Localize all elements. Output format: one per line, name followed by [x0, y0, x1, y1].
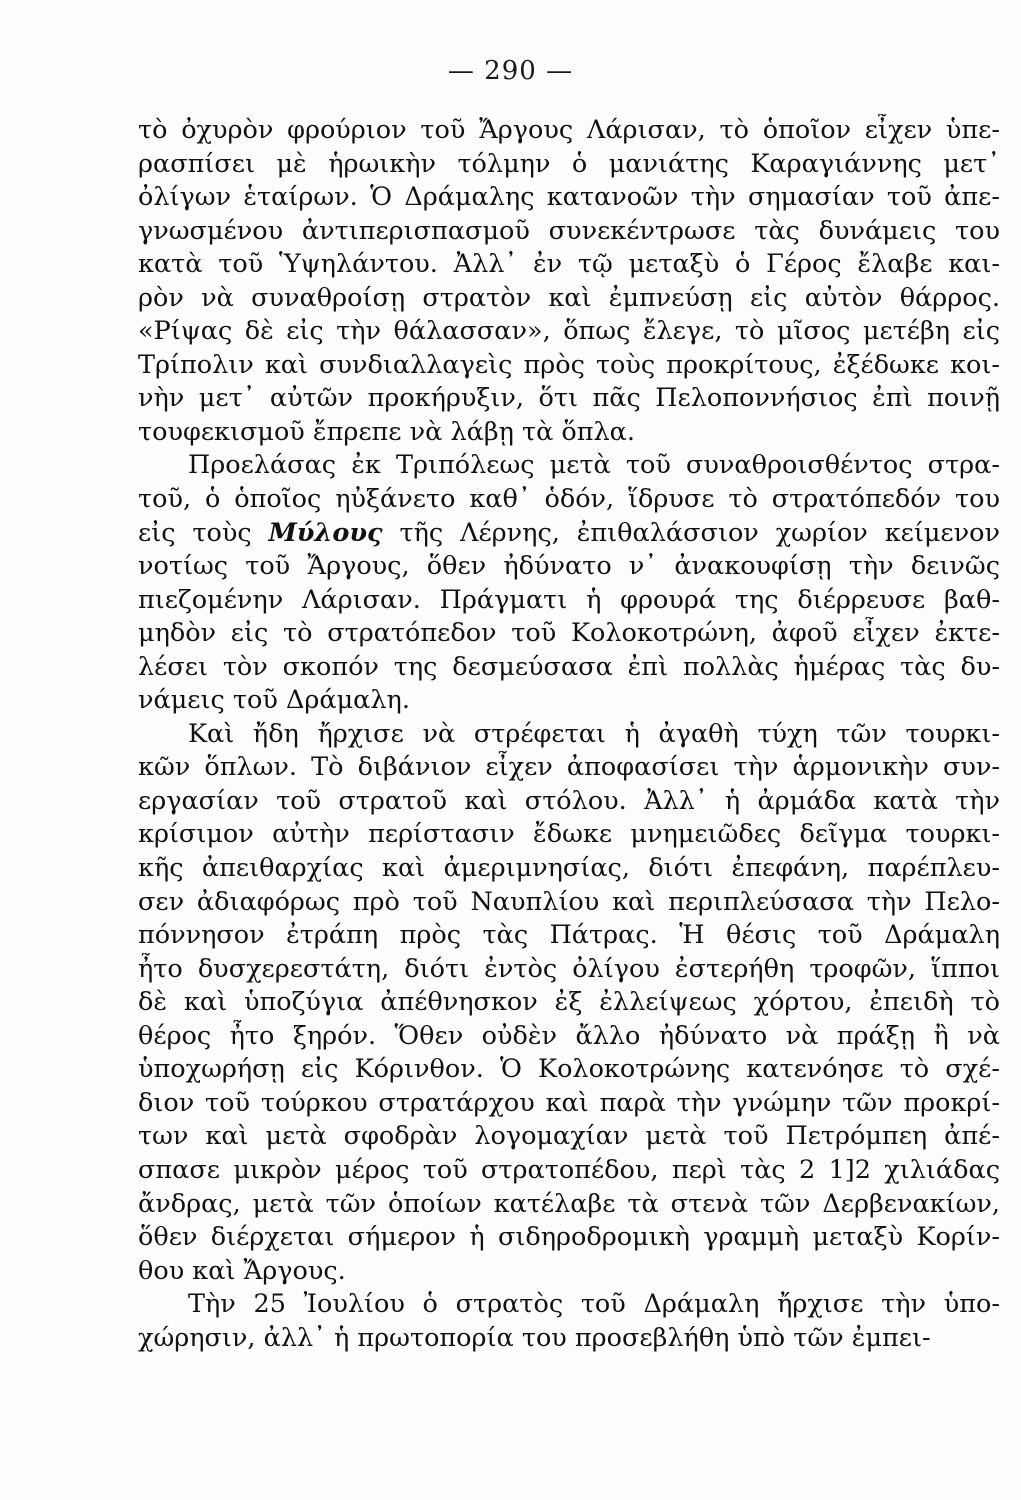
- text-line: ὑποχωρήσῃ εἰς Κόρινθον. Ὁ Κολοκοτρώνης κατενόησε τὸ σχέ-: [138, 1054, 1000, 1085]
- text-line: μηδὸν εἰς τὸ στρατόπεδον τοῦ Κολοκοτρώνη, ἀφοῦ εἶχεν ἐκτε-: [138, 618, 1000, 649]
- text-line: λέσει τὸν σκοπόν της δεσμεύσασα ἐπὶ πολλὰς ἡμέρας τὰς δυ-: [138, 651, 1000, 682]
- paragraph: [138, 114, 1000, 449]
- text-line: ὀλίγων ἑταίρων. Ὁ Δράμαλης κατανοῶν τὴν σημασίαν τοῦ ἀπε-: [138, 182, 1000, 213]
- emphasized-word: Μύλους: [268, 517, 383, 548]
- text-line: «Ρίψας δὲ εἰς τὴν θάλασσαν», ὅπως ἔλεγε, τὸ μῖσος μετέβη εἰς: [138, 316, 1000, 347]
- text-line: χώρησιν, ἀλλ᾽ ἡ πρωτοπορία του προσεβλήθη ὑπὸ τῶν ἐμπει-: [138, 1322, 931, 1353]
- text-line: σπασε μικρὸν μέρος τοῦ στρατοπέδου, περὶ τὰς 2 1]2 χιλιάδας: [138, 1154, 1000, 1185]
- text-line: ὅθεν διέρχεται σήμερον ἡ σιδηροδρομικὴ γραμμὴ μεταξὺ Κορίν-: [138, 1222, 1000, 1253]
- text-line: πόννησον ἐτράπη πρὸς τὰς Πάτρας. Ἡ θέσις τοῦ Δράμαλη: [138, 920, 1000, 951]
- text-line: γνωσμένου ἀντιπερισπασμοῦ συνεκέντρωσε τὰς δυνάμεις του: [138, 215, 1000, 246]
- paragraph: [138, 449, 1000, 717]
- text-line: ἦτο δυσχερεστάτη, διότι ἐντὸς ὀλίγου ἐστερήθη τροφῶν, ἵπποι: [138, 953, 1000, 984]
- text-line: νάμεις τοῦ Δράμαλη.: [138, 685, 410, 716]
- text-line: ρασπίσει μὲ ἡρωικὴν τόλμην ὁ μανιάτης Καραγιάννης μετ᾽: [138, 148, 1000, 179]
- text-line: θέρος ἦτο ξηρόν. Ὅθεν οὐδὲν ἄλλο ἠδύνατο νὰ πράξῃ ἢ νὰ: [138, 1020, 1000, 1051]
- text-line: πιεζομένην Λάρισαν. Πράγματι ἡ φρουρά της διέρρευσε βαθ-: [138, 584, 1000, 615]
- text-line: εἰς τοὺς Μύλους τῆς Λέρνης, ἐπιθαλάσσιον χωρίον κείμενον: [138, 517, 1000, 548]
- page-number: — 290 —: [447, 56, 574, 86]
- text-line: ρὸν νὰ συναθροίσῃ στρατὸν καὶ ἐμπνεύσῃ εἰς αὐτὸν θάρρος.: [138, 282, 1000, 313]
- text-line: Προελάσας ἐκ Τριπόλεως μετὰ τοῦ συναθροισθέντος στρα-: [188, 450, 1000, 481]
- text-line: τοῦ, ὁ ὁποῖος ηὐξάνετο καθ᾽ ὁδόν, ἵδρυσε τὸ στρατόπεδόν του: [138, 484, 1000, 515]
- text-line: κρίσιμον αὐτὴν περίστασιν ἔδωκε μνημειῶδες δεῖγμα τουρκι-: [138, 819, 1000, 850]
- text-line: νοτίως τοῦ Ἄργους, ὅθεν ἠδύνατο ν᾽ ἀνακουφίσῃ τὴν δεινῶς: [138, 551, 1000, 582]
- text-line: κατὰ τοῦ Ὑψηλάντου. Ἀλλ᾽ ἐν τῷ μεταξὺ ὁ Γέρος ἔλαβε και-: [138, 249, 1000, 280]
- text-line: νὴν μετ᾽ αὐτῶν προκήρυξιν, ὅτι πᾶς Πελοποννήσιος ἐπὶ ποινῇ: [138, 383, 1000, 414]
- paragraph: [138, 718, 1000, 1288]
- text-line: δὲ καὶ ὑποζύγια ἀπέθνησκον ἐξ ἐλλείψεως χόρτου, ἐπειδὴ τὸ: [138, 987, 1000, 1018]
- text-line: Τρίπολιν καὶ συνδιαλλαγεὶς πρὸς τοὺς προκρίτους, ἐξέδωκε κοι-: [138, 349, 1000, 380]
- text-line: διον τοῦ τούρκου στρατάρχου καὶ παρὰ τὴν γνώμην τῶν προκρί-: [138, 1087, 1000, 1118]
- paragraph: [138, 1288, 1000, 1355]
- text-line: τουφεκισμοῦ ἔπρεπε νὰ λάβῃ τὰ ὅπλα.: [138, 416, 635, 447]
- text-line: κῶν ὅπλων. Τὸ διβάνιον εἶχεν ἀποφασίσει τὴν ἁρμονικὴν συν-: [138, 752, 1000, 783]
- body-text: [138, 114, 1000, 1355]
- text-line: τὸ ὀχυρὸν φρούριον τοῦ Ἄργους Λάρισαν, τὸ ὁποῖον εἶχεν ὑπε-: [138, 115, 1000, 145]
- text-line: θου καὶ Ἄργους.: [138, 1255, 346, 1286]
- text-line: ἄνδρας, μετὰ τῶν ὁποίων κατέλαβε τὰ στενὰ τῶν Δερβενακίων,: [138, 1188, 1000, 1219]
- text-line: κῆς ἀπειθαρχίας καὶ ἀμεριμνησίας, διότι ἐπεφάνη, παρέπλευ-: [138, 853, 1000, 884]
- text-line: σεν ἀδιαφόρως πρὸ τοῦ Ναυπλίου καὶ περιπλεύσασα τὴν Πελο-: [138, 886, 1000, 917]
- text-line: Καὶ ἤδη ἤρχισε νὰ στρέφεται ἡ ἀγαθὴ τύχη τῶν τουρκι-: [188, 718, 1000, 749]
- text-line: εργασίαν τοῦ στρατοῦ καὶ στόλου. Ἀλλ᾽ ἡ ἀρμάδα κατὰ τὴν: [138, 785, 1000, 816]
- text-line: των καὶ μετὰ σφοδρὰν λογομαχίαν μετὰ τοῦ Πετρόμπεη ἀπέ-: [138, 1121, 1000, 1152]
- text-line: Τὴν 25 Ἰουλίου ὁ στρατὸς τοῦ Δράμαλη ἤρχισε τὴν ὑπο-: [188, 1289, 1000, 1320]
